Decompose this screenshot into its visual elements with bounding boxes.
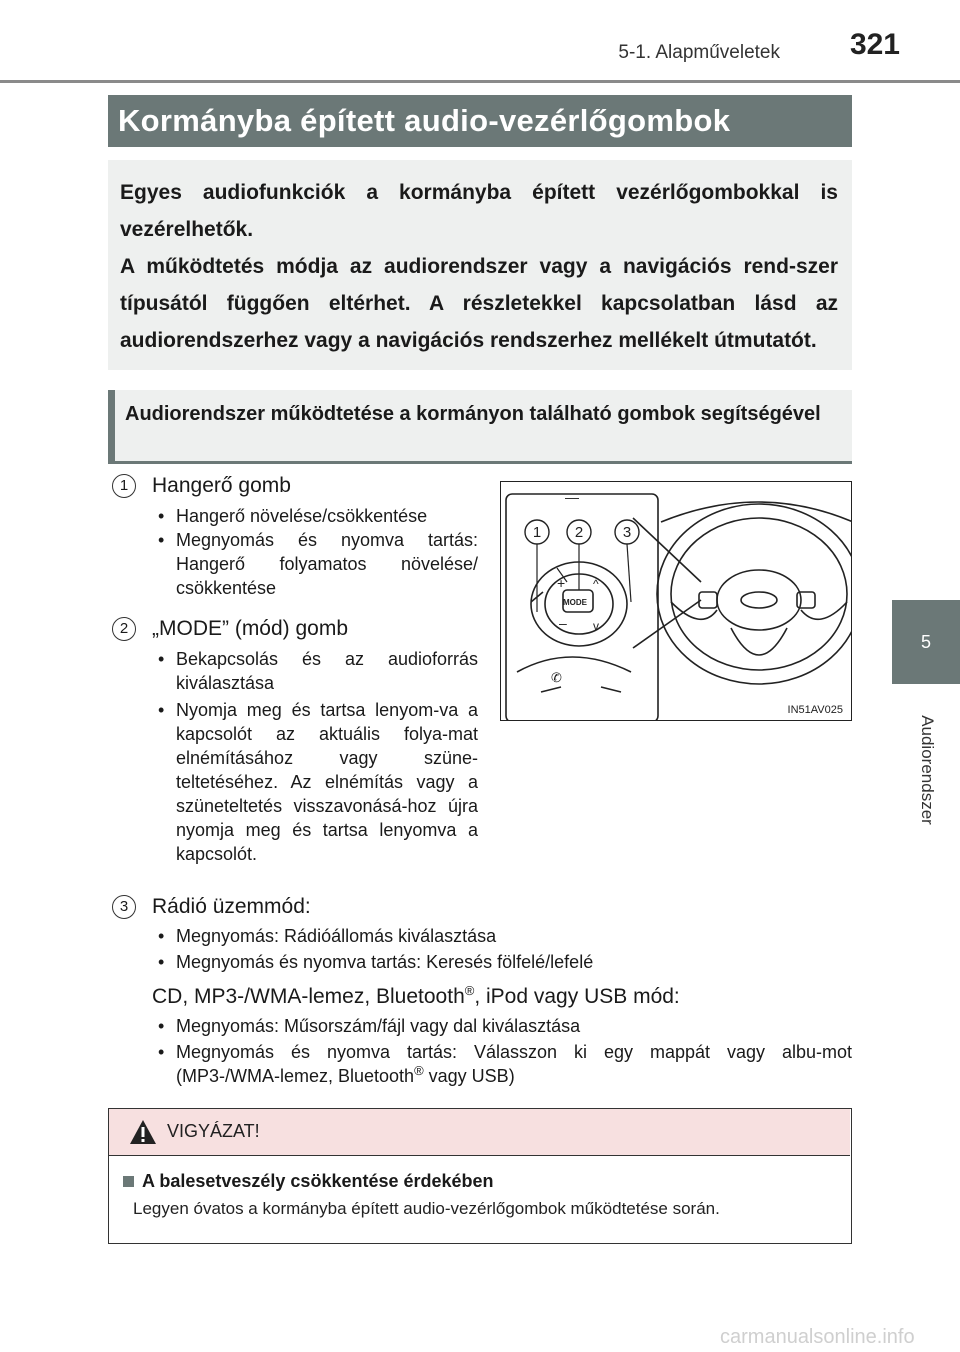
watermark: carmanualsonline.info xyxy=(720,1326,915,1348)
item-number-1: 1 xyxy=(112,474,136,498)
steering-wheel-illustration xyxy=(501,482,852,721)
steering-wheel-figure xyxy=(500,481,852,721)
list-item: • Megnyomás: Rádióállomás kiválasztása xyxy=(152,924,852,948)
svg-text:—: — xyxy=(565,489,579,505)
warning-label: VIGYÁZAT! xyxy=(167,1121,260,1141)
chapter-tab-label: Audiorendszer xyxy=(918,715,937,825)
cd-mode-heading-text-2: , iPod vagy USB mód: xyxy=(474,985,680,1008)
intro-paragraph-2: A működtetés módja az audiorendszer vagy a navigációs rend-szer típusától függően eltérhet. A részletekkel kapcsolatban lásd az audiorendszerhez vagy a navigációs rendszerhez mellékelt útmutatót. xyxy=(120,255,838,352)
svg-text:+: + xyxy=(557,575,566,591)
list-item xyxy=(152,1040,852,1088)
warning-box xyxy=(108,1108,852,1244)
header-rule xyxy=(0,80,960,83)
warning-text: Legyen óvatos a kormányba épített audio-vezérlőgombok működtetése során. xyxy=(133,1199,720,1218)
callout-2: 2 xyxy=(574,524,584,541)
intro-box xyxy=(108,160,852,370)
header-section-title: 5-1. Alapműveletek xyxy=(618,42,780,63)
list-item: • Megnyomás és nyomva tartás: Hangerő folyamatos növelése/ csökkentése xyxy=(152,528,478,600)
svg-text:v: v xyxy=(593,619,599,633)
cd-mode-heading-text: CD, MP3-/WMA-lemez, Bluetooth xyxy=(152,985,465,1008)
warning-header xyxy=(109,1109,850,1156)
item-number-2: 2 xyxy=(112,617,136,641)
item-number-3: 3 xyxy=(112,895,136,919)
figure-code: IN51AV025 xyxy=(787,704,843,716)
intro-paragraph-1: Egyes audiofunkciók a kormányba épített vezérlőgombokkal is vezérelhetők. xyxy=(120,181,838,241)
svg-text:^: ^ xyxy=(593,577,599,591)
item-heading-3: Rádió üzemmód: xyxy=(152,895,311,918)
warning-title xyxy=(123,1171,494,1192)
warning-triangle-icon xyxy=(129,1119,157,1145)
list-item-text: Megnyomás és nyomva tartás: Válasszon ki egy mappát vagy albu-mot (MP3-/WMA-lemez, Bluetooth xyxy=(176,1042,852,1086)
list-item: • Bekapcsolás és az audioforrás kiválasztása xyxy=(152,647,478,695)
registered-mark: ® xyxy=(414,1063,424,1078)
warning-title-text: A balesetveszély csökkentése érdekében xyxy=(142,1171,494,1191)
subheading: Audiorendszer működtetése a kormányon található gombok segítségével xyxy=(108,390,852,464)
item-bullets-3 xyxy=(152,924,852,974)
svg-text:–: – xyxy=(559,615,567,631)
square-bullet-icon xyxy=(123,1176,134,1187)
chapter-tab[interactable]: 5 xyxy=(892,600,960,684)
page-title: Kormányba épített audio-vezérlőgombok xyxy=(108,95,852,147)
svg-text:✆: ✆ xyxy=(551,670,562,685)
item-heading-2: „MODE” (mód) gomb xyxy=(152,617,349,640)
list-item: • Megnyomás és nyomva tartás: Keresés fölfelé/lefelé xyxy=(152,950,852,974)
page-number: 321 xyxy=(849,28,900,61)
item-bullets-2 xyxy=(152,647,478,866)
item-heading-1: Hangerő gomb xyxy=(152,474,291,497)
cd-mode-bullets xyxy=(152,1014,852,1088)
list-item: • Nyomja meg és tartsa lenyom-va a kapcsolót az aktuális folya-mat elnémításához vagy szüne-teltetéséhez. Az elnémítás vagy a szüneteltetés visszavonásá-hoz újra nyomja meg és tartsa lenyomva a kapcsolót. xyxy=(152,698,478,866)
cd-mode-heading xyxy=(152,985,680,1009)
item-bullets-1 xyxy=(152,504,478,600)
mode-button-label: MODE xyxy=(563,598,587,607)
registered-mark: ® xyxy=(464,983,475,998)
list-item-text-2: vagy USB) xyxy=(423,1066,515,1086)
list-item: • Megnyomás: Műsorszám/fájl vagy dal kiválasztása xyxy=(152,1014,852,1038)
list-item: • Hangerő növelése/csökkentése xyxy=(152,504,478,528)
callout-3: 3 xyxy=(622,524,632,541)
callout-1: 1 xyxy=(532,524,542,541)
